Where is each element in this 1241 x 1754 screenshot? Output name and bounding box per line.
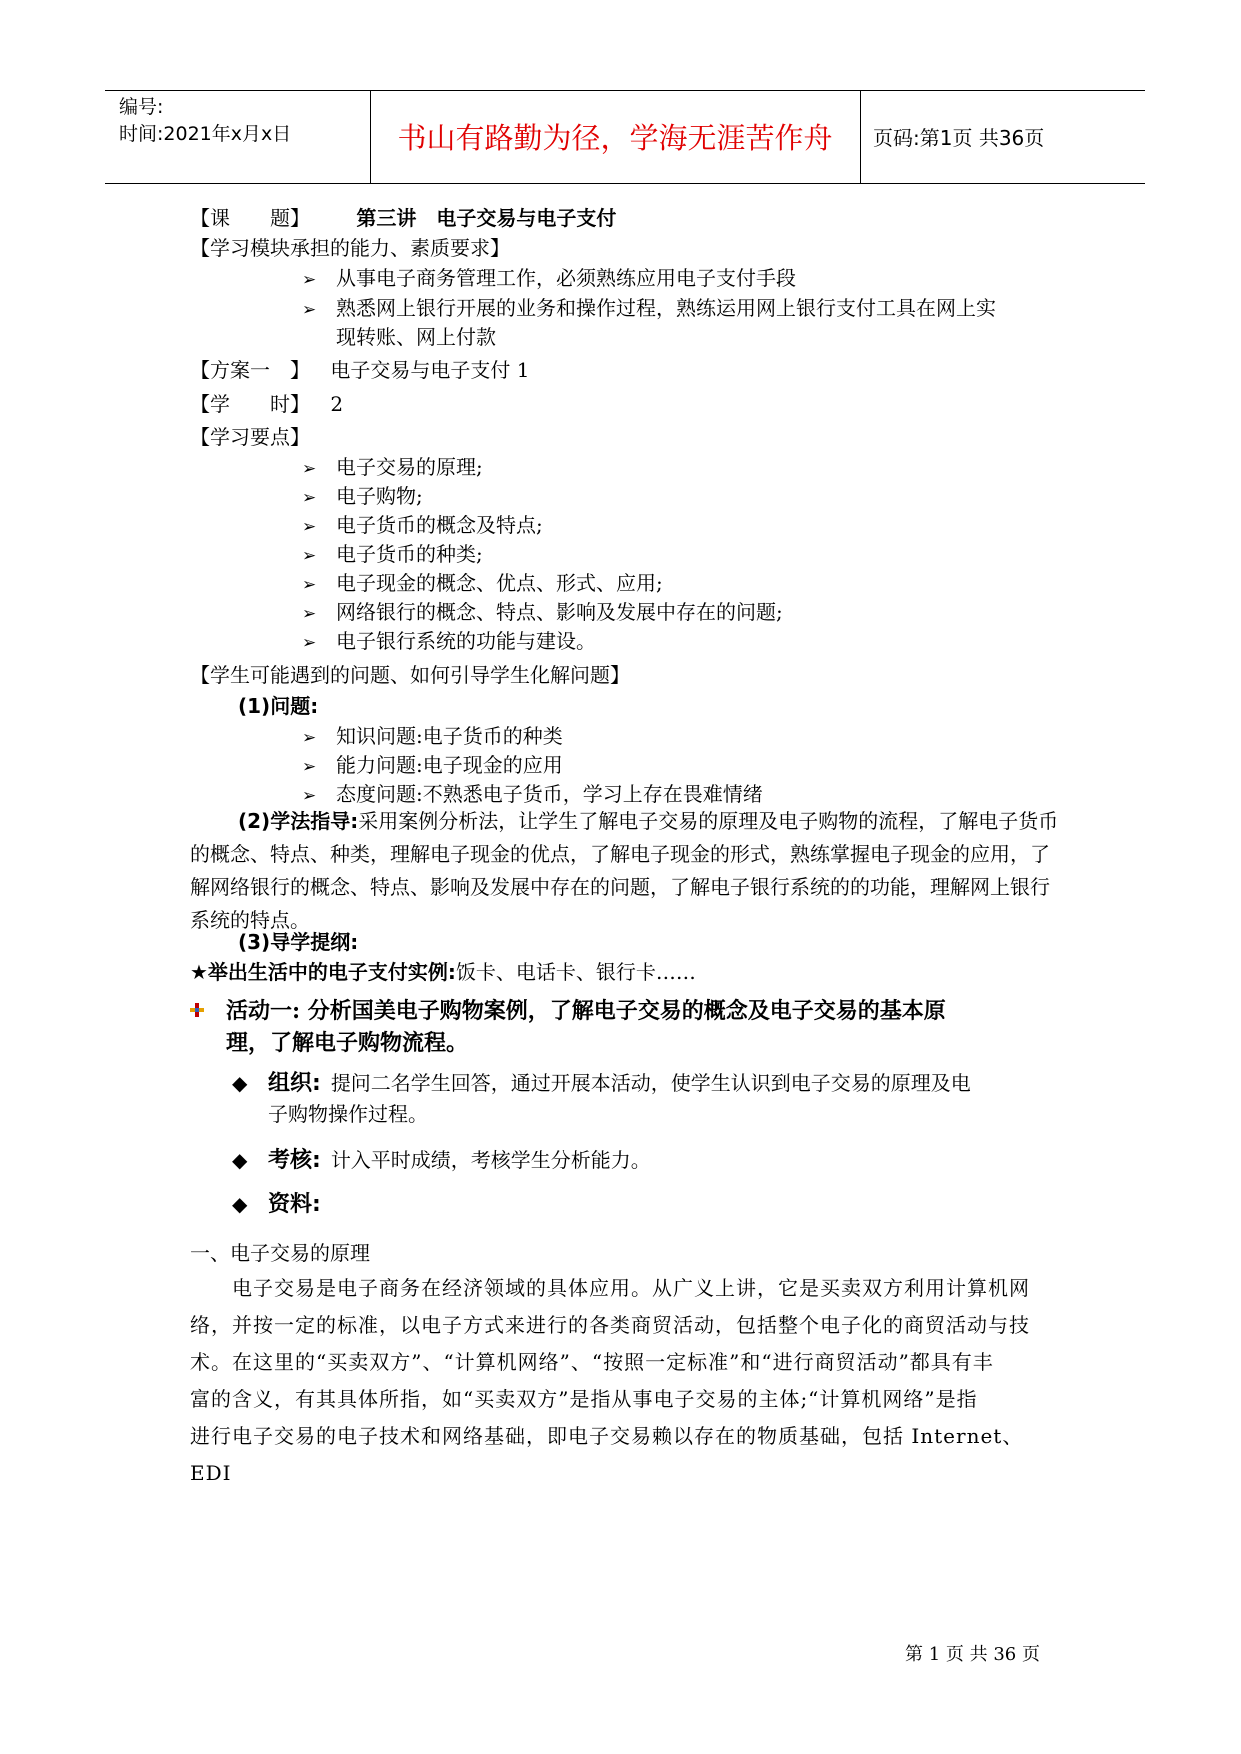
activity-title	[190, 995, 1060, 1059]
arrow-bullet-icon: ➢	[302, 633, 317, 653]
hours-value: 2	[330, 392, 344, 416]
arrow-bullet-icon: ➢	[302, 728, 317, 748]
list-item: ➢ 网络银行的概念、特点、影响及发展中存在的问题;	[302, 599, 783, 627]
star-label: ★举出生活中的电子支付实例:	[190, 960, 456, 984]
arrow-bullet-icon: ➢	[302, 488, 317, 508]
method-label: (2)学法指导:	[238, 809, 359, 833]
document-time-label: 时间:2021年x月x日	[119, 123, 292, 145]
plan-line	[190, 357, 529, 383]
star-line	[190, 959, 696, 985]
plan-value: 电子交易与电子支付 1	[330, 358, 530, 382]
list-item: ➢ 电子现金的概念、优点、形式、应用;	[302, 570, 663, 598]
header-bottom-rule	[105, 183, 1145, 184]
activity-title-line: 活动一: 分析国美电子购物案例，了解电子交易的概念及电子交易的基本原	[226, 998, 946, 1024]
plan-key: 【方案一 】	[190, 358, 310, 382]
arrow-bullet-icon: ➢	[302, 459, 317, 479]
arrow-bullet-icon: ➢	[302, 575, 317, 595]
list-item: ➢ 电子货币的种类;	[302, 541, 483, 569]
list-item: ➢ 电子交易的原理;	[302, 454, 483, 482]
page-header	[105, 90, 1145, 184]
org-text: 提问二名学生回答，通过开展本活动，使学生认识到电子交易的原理及电	[330, 1071, 971, 1095]
paragraph-line: 进行电子交易的电子技术和网络基础，即电子交易赖以存在的物质基础，包括 Internet、EDI	[190, 1424, 1024, 1485]
section-paragraph	[190, 1270, 1060, 1492]
question-1-label: (1)问题:	[238, 694, 319, 718]
list-item: ➢ 态度问题:不熟悉电子货币，学习上存在畏难情绪	[302, 781, 763, 809]
star-text: 饭卡、电话卡、银行卡……	[455, 960, 696, 984]
header-divider	[860, 90, 861, 184]
paragraph-line: 络，并按一定的标准，以电子方式来进行的各类商贸活动，包括整个电子化的商贸活动与技	[190, 1313, 1030, 1337]
list-item: ➢ 熟悉网上银行开展的业务和操作过程，熟练运用网上银行支付工具在网上实	[302, 295, 996, 323]
hours-key: 【学 时】	[190, 392, 310, 416]
org-block	[232, 1068, 1060, 1129]
topic-value: 第三讲 电子交易与电子支付	[356, 206, 617, 230]
diamond-bullet-icon: ◆	[232, 1071, 248, 1095]
header-page-number: 页码:第1页 共36页	[873, 126, 1045, 150]
method-paragraph	[190, 805, 1060, 937]
method-text: 采用案例分析法，让学生了解电子交易的原理及电子购物的流程，了解电子货币的概念、特点、种类，理解电子现金的优点，了解电子现金的形式，熟练掌握电子现金的应用，了解网络银行的概念、特点、影响及发展中存在的问题，了解电子银行系统的的功能，理解网上银行系统的特点。	[190, 809, 1059, 932]
paragraph-line: 电子交易是电子商务在经济领域的具体应用。从广义上讲，它是买卖双方利用计算机网	[190, 1276, 1030, 1300]
topic-line	[190, 205, 616, 231]
hours-line	[190, 391, 343, 417]
list-item: ➢ 电子购物;	[302, 483, 423, 511]
arrow-bullet-icon: ➢	[302, 604, 317, 624]
arrow-bullet-icon: ➢	[302, 786, 317, 806]
header-top-rule	[105, 90, 1145, 91]
points-heading: 【学习要点】	[190, 425, 310, 449]
list-item: ➢ 能力问题:电子现金的应用	[302, 752, 563, 780]
diamond-bullet-icon: ◆	[232, 1148, 248, 1172]
list-item: ➢ 从事电子商务管理工作，必须熟练应用电子支付手段	[302, 265, 796, 293]
list-item: ➢ 电子银行系统的功能与建设。	[302, 628, 596, 656]
arrow-bullet-icon: ➢	[302, 517, 317, 537]
header-meta	[119, 94, 291, 148]
activity-title-line: 理，了解电子购物流程。	[226, 1030, 469, 1056]
arrow-bullet-icon: ➢	[302, 757, 317, 777]
org-text-continuation: 子购物操作过程。	[268, 1102, 428, 1126]
check-line	[232, 1145, 651, 1176]
org-label: 组织:	[268, 1071, 321, 1096]
arrow-bullet-icon: ➢	[302, 270, 317, 290]
arrow-bullet-icon: ➢	[302, 300, 317, 320]
activity-bullet-icon	[190, 1003, 204, 1017]
question-3-label: (3)导学提纲:	[238, 930, 359, 954]
section-heading: 一、电子交易的原理	[190, 1241, 370, 1265]
check-label: 考核:	[268, 1148, 321, 1173]
arrow-bullet-icon: ➢	[302, 546, 317, 566]
list-item-continuation: 现转账、网上付款	[336, 325, 496, 349]
check-text: 计入平时成绩，考核学生分析能力。	[330, 1148, 651, 1172]
header-motto: 书山有路勤为径，学海无涯苦作舟	[397, 121, 833, 155]
paragraph-line: 术。在这里的“买卖双方”、“计算机网络”、“按照一定标准”和“进行商贸活动”都具有丰	[190, 1350, 994, 1374]
document-number-label: 编号:	[119, 96, 164, 118]
list-item: ➢ 电子货币的概念及特点;	[302, 512, 543, 540]
topic-key: 【课 题】	[190, 206, 310, 230]
material-line	[232, 1189, 321, 1220]
problems-heading: 【学生可能遇到的问题、如何引导学生化解问题】	[190, 663, 630, 687]
org-line	[232, 1068, 1060, 1099]
ability-heading: 【学习模块承担的能力、素质要求】	[190, 236, 510, 260]
diamond-bullet-icon: ◆	[232, 1192, 248, 1216]
page-footer: 第 1 页 共 36 页	[905, 1644, 1040, 1665]
material-label: 资料:	[268, 1192, 321, 1217]
paragraph-line: 富的含义，有其具体所指，如“买卖双方”是指从事电子交易的主体;“计算机网络”是指	[190, 1387, 978, 1411]
list-item: ➢ 知识问题:电子货币的种类	[302, 723, 563, 751]
